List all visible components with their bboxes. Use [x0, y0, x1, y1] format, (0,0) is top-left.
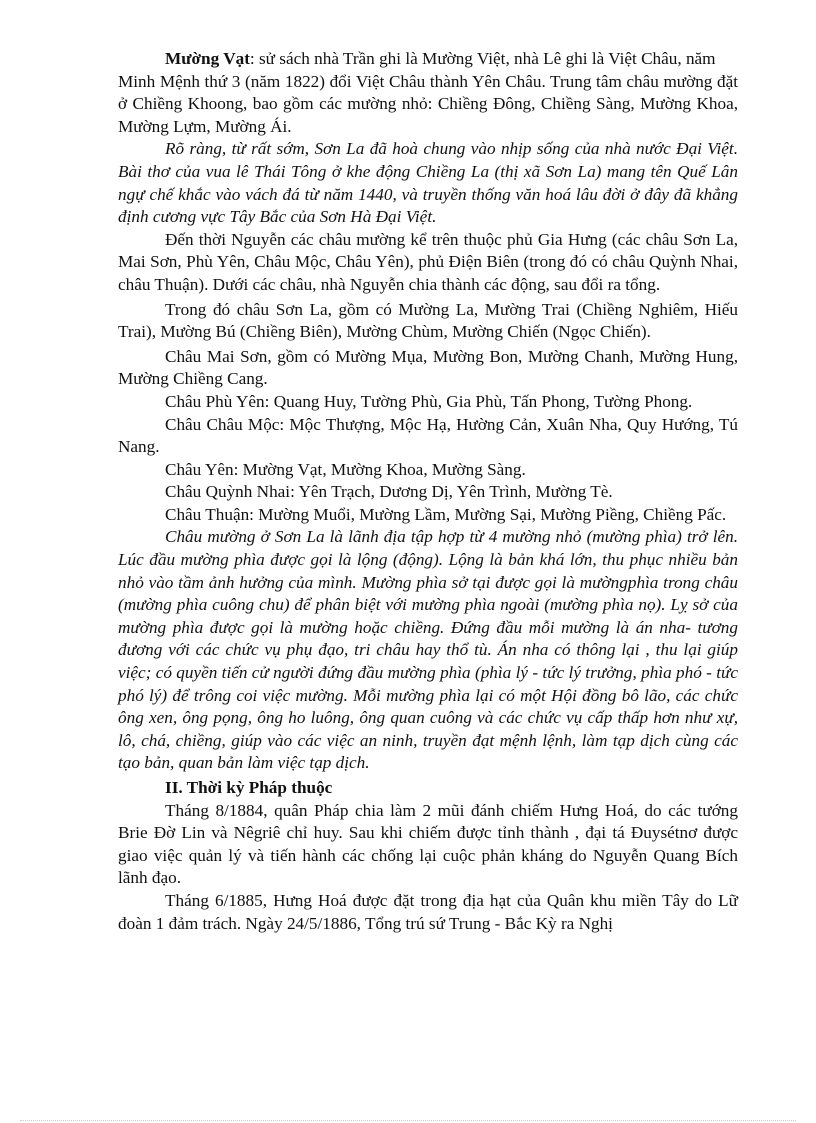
- paragraph-text: : sử sách nhà Trần ghi là Mường Việt, nhà Lê ghi là Việt Châu, năm: [249, 49, 716, 68]
- paragraph-chau-muong: Châu mường ở Sơn La là lãnh địa tập hợp từ 4 mường nhỏ (mường phìa) trở lên. Lúc đầu mường phìa được gọi là lộng (động). Lộng là bản khá lớn, thu phục nhiều bản nhỏ vào tầm ảnh hưởng của mình. Mường phìa sở tại được gọi là mườngphìa trong châu (mường phìa cuông chu) để phân biệt với mường phìa ngoài (mường phìa nọ). Lỵ sở của mường phìa được gọi là mường hoặc chiềng. Đứng đầu mỗi mường là án nha- tương đương với các chức vụ phụ đạo, tri châu hay thổ tù. Án nha có thông lại , thu lại giúp việc; có quyền tiến cử người đứng đầu mường phìa (phìa lý - tức lý trưởng, phìa phó - tức phó lý) để trông coi việc mường. Mỗi mường phìa lại có một Hội đồng bô lão, các chức ông xen, ông pọng, ông ho luông, ông quan cuông và các chức vụ cấp thấp hơn như xự, lô, chá, chiềng, giúp vào các việc an ninh, truyền đạt mệnh lệnh, làm tạp dịch cùng các tạo bản, quan bản làm việc tạp dịch.: [118, 527, 738, 773]
- paragraph-chau-son-la: Trong đó châu Sơn La, gồm có Mường La, Mường Trai (Chiềng Nghiêm, Hiếu Trai), Mường Bú (Chiềng Biên), Mường Chùm, Mường Chiến (Ngọc Chiến).: [118, 299, 738, 342]
- paragraph-chau-quynh-nhai: Châu Quỳnh Nhai: Yên Trạch, Dương Dị, Yên Trình, Mường Tè.: [165, 482, 613, 502]
- paragraph-chau-moc: Châu Châu Mộc: Mộc Thượng, Mộc Hạ, Hường Cản, Xuân Nha, Quy Hướng, Tú Nang.: [118, 414, 738, 457]
- paragraph-dai-viet: Rõ ràng, từ rất sớm, Sơn La đã hoà chung vào nhịp sống của nhà nước Đại Việt. Bài thơ của vua lê Thái Tông ở khe động Chiềng La (thị xã Sơn La) mang tên Quế Lân ngự chế khắc vào vách đá từ năm 1440, và truyền thống văn hoá lâu đời ở đây đã khẳng định cương vực Tây Bắc của Sơn Hà Đại Việt.: [118, 139, 738, 227]
- page-bottom-divider: [20, 1120, 796, 1121]
- term-muong-vat: Mường Vạt: [165, 49, 250, 68]
- paragraph-chau-mai-son: Châu Mai Sơn, gồm có Mường Mụa, Mường Bon, Mường Chanh, Mường Hung, Mường Chiềng Cang.: [118, 346, 738, 389]
- paragraph-chau-yen: Châu Yên: Mường Vạt, Mường Khoa, Mường Sàng.: [165, 459, 526, 479]
- paragraph-thang-8-1884: Tháng 8/1884, quân Pháp chia làm 2 mũi đánh chiếm Hưng Hoá, do các tướng Brie Đờ Lin và Nêgriê chỉ huy. Sau khi chiếm được tỉnh thành , đại tá Đuysétnơ được giao việc quản lý và tiến hành các chống lại cuộc phản kháng do Nguyễn Quang Bích lãnh đạo.: [118, 800, 738, 888]
- paragraph-thang-6-1885: Tháng 6/1885, Hưng Hoá được đặt trong địa hạt của Quân khu miền Tây do Lữ đoàn 1 đảm trách. Ngày 24/5/1886, Tổng trú sứ Trung - Bắc Kỳ ra Nghị: [118, 890, 738, 933]
- paragraph-minh-menh: Minh Mệnh thứ 3 (năm 1822) đổi Việt Châu thành Yên Châu. Trung tâm châu mường đặt ở Chiềng Khoong, bao gồm các mường nhỏ: Chiềng Đông, Chiềng Sàng, Mường Khoa, Mường Lựm, Mường Ái.: [118, 71, 738, 136]
- paragraph-chau-thuan: Châu Thuận: Mường Muổi, Mường Lầm, Mường Sại, Mường Piềng, Chiềng Pấc.: [165, 504, 727, 524]
- paragraph-thoi-nguyen: Đến thời Nguyễn các châu mường kể trên thuộc phủ Gia Hưng (các châu Sơn La, Mai Sơn, Phù Yên, Châu Mộc, Châu Yên), phủ Điện Biên (trong đó có châu Quỳnh Nhai, châu Thuận). Dưới các châu, nhà Nguyễn chia thành các động, sau đổi ra tổng.: [118, 229, 738, 294]
- paragraph-muong-vat: [118, 48, 738, 71]
- document-page: [118, 48, 738, 935]
- section-heading: II. Thời kỳ Pháp thuộc: [165, 778, 333, 797]
- paragraph-chau-phu-yen: Châu Phù Yên: Quang Huy, Tường Phù, Gia Phù, Tấn Phong, Tường Phong.: [165, 391, 693, 411]
